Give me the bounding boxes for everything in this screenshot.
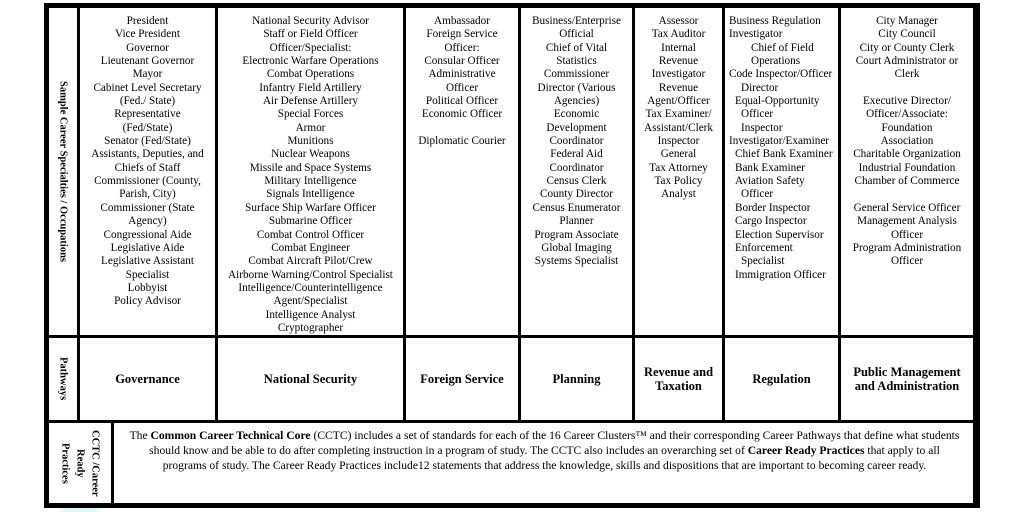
pathways-row-header — [49, 338, 77, 420]
occupation-item: Revenue — [658, 55, 699, 68]
occupation-item: City or County Clerk — [859, 41, 955, 54]
occupation-item: Program Administration — [852, 241, 962, 254]
occupation-item: Airborne Warning/Control Specialist — [228, 268, 393, 281]
occupation-item: Investigator/Examiner — [729, 135, 830, 148]
occupation-item: Specialist — [741, 255, 785, 268]
occupation-item: Agent/Specialist — [273, 295, 348, 308]
occupation-item: Consular Officer — [424, 55, 500, 68]
occupation-item: Officer — [445, 81, 479, 94]
pathway-national-security: National Security — [218, 338, 403, 420]
occupation-item: Election Supervisor — [735, 228, 824, 241]
national-security-occupations — [218, 8, 403, 335]
occupation-item: Special Forces — [277, 108, 344, 121]
occupation-item: Code Inspector/Officer — [729, 68, 833, 81]
occupation-item: Operations — [751, 55, 801, 68]
pathway-regulation: Regulation — [725, 338, 838, 420]
pathway-planning: Planning — [521, 338, 632, 420]
occupation-item: Representative — [114, 108, 181, 121]
occupation-spacer — [406, 122, 518, 135]
occupation-item: Association — [880, 135, 934, 148]
occupation-item: Cryptographer — [277, 321, 344, 334]
occupation-item: Foundation — [881, 121, 933, 134]
cctc-bold-career-ready-practices: Career Ready Practices — [747, 444, 865, 457]
occupation-item: Ambassador — [434, 15, 490, 27]
occupation-item: Director (Various — [537, 81, 616, 94]
occupation-item: Tax Auditor — [651, 28, 706, 41]
occupation-item: Officer — [890, 228, 924, 241]
occupation-item: Immigration Officer — [735, 268, 826, 281]
occupation-item: Political Officer — [425, 95, 499, 108]
occupation-item: Chief of Field — [751, 41, 814, 54]
occupation-spacer — [841, 188, 973, 201]
occupation-item: Equal-Opportunity — [735, 95, 820, 108]
occupation-item: Governor — [126, 41, 169, 54]
occupation-item: National Security Advisor — [252, 15, 369, 27]
cctc-label-line2: Ready — [74, 448, 86, 478]
occupation-item: Officer/Associate: — [866, 108, 948, 121]
occupation-item: President — [126, 15, 169, 27]
occupation-item: Agencies) — [553, 95, 600, 108]
occupation-item: Combat Engineer — [271, 241, 350, 254]
public-management-occupations — [841, 8, 973, 335]
career-pathways-table — [44, 3, 980, 508]
occupation-item: Submarine Officer — [268, 215, 353, 228]
occupation-item: Assistant/Clerk — [644, 121, 713, 134]
foreign-service-occupations — [406, 8, 518, 335]
occupation-item: Executive Director/ — [863, 95, 951, 108]
occupations-row-header — [49, 8, 77, 335]
occupation-item: Coordinator — [549, 135, 604, 148]
occupations-row-label: Sample Career Specialties / Occupations — [57, 80, 69, 263]
occupation-item: Program Associate — [534, 228, 619, 241]
occupation-item: Military Intelligence — [264, 175, 357, 188]
occupation-item: Legislative Assistant — [101, 255, 194, 268]
occupation-item: Border Inspector — [735, 201, 811, 214]
occupation-item: Internal — [661, 41, 696, 54]
occupation-item: Investigator — [729, 28, 783, 41]
occupation-item: Bank Examiner — [735, 161, 805, 174]
occupation-item: Officer — [890, 255, 924, 268]
occupation-item: Foreign Service — [426, 28, 498, 41]
occupation-item: Intelligence/Counterintelligence — [238, 281, 383, 294]
occupation-item: Commissioner (State — [100, 201, 195, 214]
occupation-item: Business/Enterprise — [532, 15, 621, 27]
occupation-item: Chiefs of Staff — [114, 161, 181, 174]
cctc-text-part2: (CCTC) includes a set of standards for each of the 16 Career Clusters™ and their corresponding Career Pathways that define what students should know and be able to do after completing instruction in a program of study. The CCTC also includes an overarching set of — [149, 429, 960, 457]
occupation-item: Chamber of Commerce — [854, 175, 960, 188]
occupation-item: Cabinet Level Secretary — [93, 81, 202, 94]
occupation-item: Industrial Foundation — [858, 161, 956, 174]
occupation-item: Combat Control Officer — [256, 228, 365, 241]
occupation-item: Census Enumerator — [532, 201, 621, 214]
occupation-item: Staff or Field Officer — [263, 28, 358, 41]
occupation-item: Director — [741, 81, 779, 94]
occupation-item: Electronic Warfare Operations — [242, 55, 379, 68]
occupation-item: Chief of Vital — [545, 41, 608, 54]
occupation-item: Economic — [553, 108, 600, 121]
occupation-item: Policy Advisor — [114, 295, 181, 308]
cctc-bold-common-career-technical-core: Common Career Technical Core — [150, 429, 311, 442]
occupation-item: Economic Officer — [421, 108, 503, 121]
cctc-text-part3: that apply to all programs of study. The Career Ready Practices include12 statements that address the knowledge, skills and dispositions that are important to becoming career ready. — [162, 444, 940, 472]
occupation-item: Revenue — [658, 81, 699, 94]
occupation-item: Diplomatic Courier — [418, 135, 506, 148]
governance-occupations — [80, 8, 215, 335]
occupation-item: Tax Examiner/ — [645, 108, 712, 121]
occupation-item: Inspector — [741, 121, 783, 134]
occupation-item: Nuclear Weapons — [271, 148, 350, 161]
cctc-label-line1: CCTC /Career — [89, 429, 101, 497]
pathways-row-label: Pathways — [57, 357, 69, 401]
cctc-row-header — [49, 423, 111, 503]
occupation-item: Federal Aid — [550, 148, 603, 161]
occupation-item: General Service Officer — [853, 201, 961, 214]
occupation-item: Development — [546, 121, 607, 134]
occupation-item: Lobbyist — [127, 281, 168, 294]
revenue-taxation-occupations — [635, 8, 722, 335]
occupation-item: Enforcement — [735, 241, 793, 254]
occupation-item: Assistants, Deputies, and — [91, 148, 204, 161]
occupation-item: Combat Aircraft Pilot/Crew — [248, 255, 373, 268]
occupation-item: Systems Specialist — [534, 255, 619, 268]
occupation-item: Charitable Organization — [853, 148, 961, 161]
cctc-text-part1: The — [129, 429, 151, 442]
occupation-item: Business Regulation — [729, 15, 821, 27]
occupation-item: Official — [559, 28, 594, 41]
occupation-item: Cargo Inspector — [735, 215, 807, 228]
occupation-item: Lieutenant Governor — [100, 55, 195, 68]
occupation-item: Court Administrator or — [855, 55, 959, 68]
occupation-spacer — [841, 82, 973, 95]
occupation-item: General — [660, 148, 697, 161]
occupation-item: Armor — [295, 121, 326, 134]
occupation-item: Commissioner (County, — [94, 175, 201, 188]
occupation-item: Officer: — [444, 41, 480, 54]
occupation-item: Statistics — [556, 55, 597, 68]
occupation-item: Investigator — [651, 68, 706, 81]
occupation-item: Congressional Aide — [103, 228, 192, 241]
occupation-item: Infantry Field Artillery — [259, 81, 362, 94]
occupation-item: Clerk — [894, 68, 920, 81]
occupation-item: Missile and Space Systems — [249, 161, 372, 174]
occupation-item: County Director — [539, 188, 613, 201]
occupation-item: Officer/Specialist: — [269, 41, 352, 54]
occupation-item: Agency) — [128, 215, 167, 228]
occupation-item: Specialist — [125, 268, 170, 281]
regulation-occupations — [725, 8, 838, 335]
occupation-item: Intelligence Analyst — [265, 308, 356, 321]
occupation-item: Census Clerk — [546, 175, 607, 188]
occupation-item: Planner — [559, 215, 594, 228]
occupation-item: Officer — [741, 108, 774, 121]
occupation-item: Legislative Aide — [110, 241, 185, 254]
occupation-item: Administrative — [428, 68, 496, 81]
occupation-item: Inspector — [657, 135, 700, 148]
occupation-item: Mayor — [132, 68, 163, 81]
occupation-item: City Council — [878, 28, 936, 41]
pathway-governance: Governance — [80, 338, 215, 420]
occupation-item: Tax Attorney — [649, 161, 708, 174]
occupation-item: Tax Policy — [654, 175, 703, 188]
occupation-item: Management Analysis — [857, 215, 957, 228]
occupation-item: Parish, City) — [119, 188, 176, 201]
occupation-item: Senator (Fed/State) — [104, 135, 191, 148]
pathway-revenue-taxation: Revenue and Taxation — [635, 338, 722, 420]
occupation-item: Commissioner — [543, 68, 610, 81]
occupation-item: Global Imaging — [541, 241, 612, 254]
occupation-item: (Fed/State) — [122, 121, 173, 134]
occupation-item: Munitions — [287, 135, 334, 148]
cctc-label-line3: Practices — [59, 442, 71, 484]
occupation-item: Coordinator — [549, 161, 604, 174]
occupation-item: Assessor — [658, 15, 699, 27]
occupation-item: Signals Intelligence — [266, 188, 355, 201]
occupation-item: (Fed./ State) — [119, 95, 176, 108]
cctc-description — [114, 423, 973, 503]
occupation-item: Officer — [741, 188, 774, 201]
occupation-item: Surface Ship Warfare Officer — [245, 201, 376, 214]
occupation-item: Aviation Safety — [735, 175, 805, 188]
occupation-item: Vice President — [115, 28, 180, 41]
occupation-item: City Manager — [876, 15, 938, 27]
planning-occupations — [521, 8, 632, 335]
pathway-foreign-service: Foreign Service — [406, 338, 518, 420]
occupation-item: Chief Bank Examiner — [735, 148, 833, 161]
pathway-public-management: Public Management and Administration — [841, 338, 973, 420]
occupation-item: Combat Operations — [266, 68, 355, 81]
occupation-item: Analyst — [661, 188, 696, 201]
occupation-item: Agent/Officer — [647, 95, 710, 108]
occupation-item: Air Defense Artillery — [262, 95, 359, 108]
